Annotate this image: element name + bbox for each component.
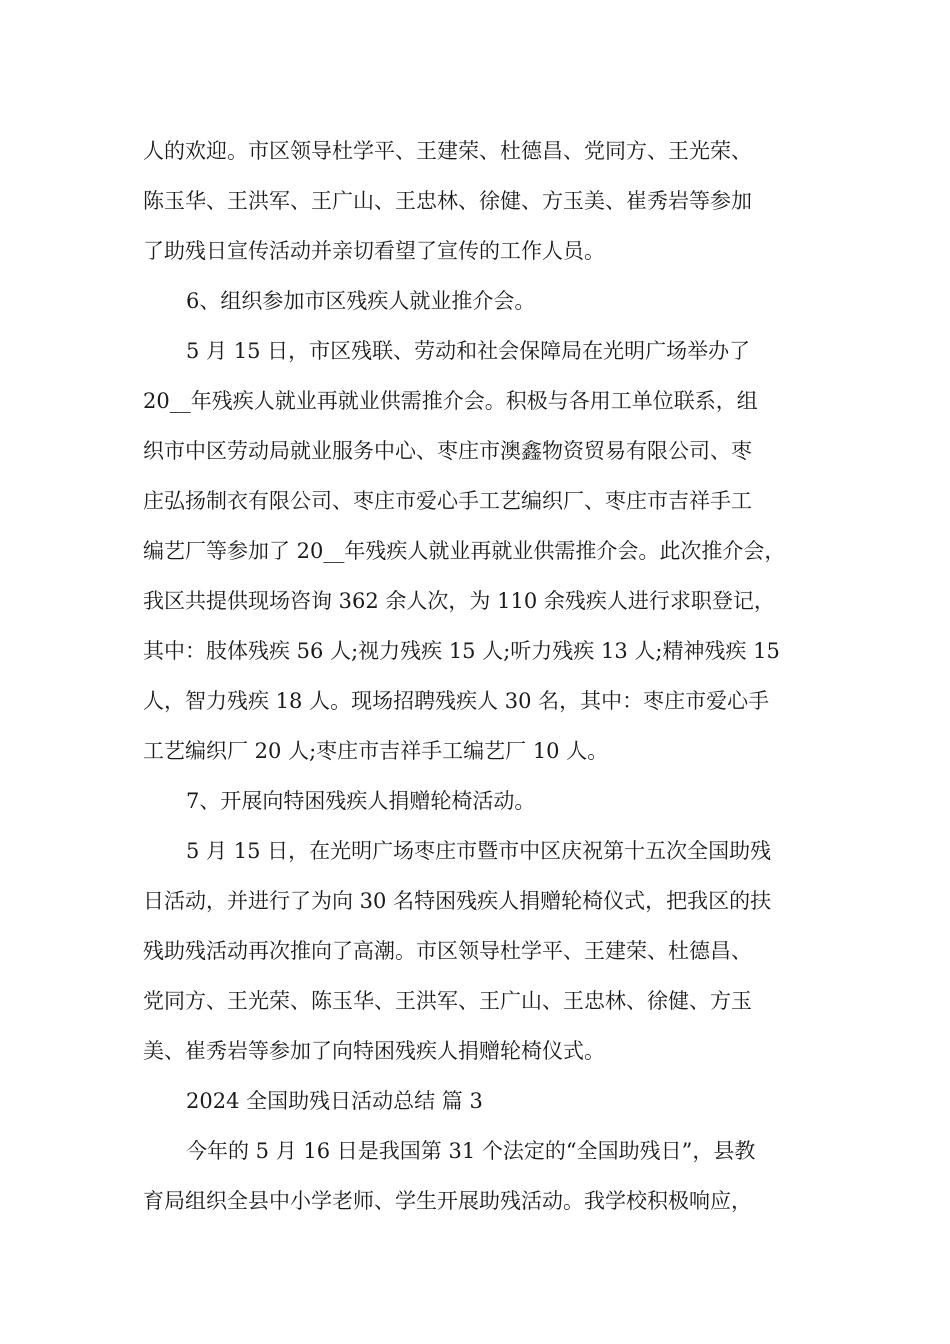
section-heading: 7、开展向特困残疾人捐赠轮椅活动。 [186,789,536,813]
body-text-line: 织市中区劳动局就业服务中心、枣庄市澳鑫物资贸易有限公司、枣 [143,439,752,463]
body-text-line: 陈玉华、王洪军、王广山、王忠林、徐健、方玉美、崔秀岩等参加 [143,189,752,213]
body-text-line: 其中：肢体残疾 56 人;视力残疾 15 人;听力残疾 13 人;精神残疾 15 [143,639,780,663]
body-text-line: 5 月 15 日，在光明广场枣庄市暨市中区庆祝第十五次全国助残 [186,839,772,863]
body-text-line: 庄弘扬制衣有限公司、枣庄市爱心手工艺编织厂、枣庄市吉祥手工 [143,489,752,513]
body-text-line: 人的欢迎。市区领导杜学平、王建荣、杜德昌、党同方、王光荣、 [143,139,752,163]
body-text-line: 残助残活动再次推向了高潮。市区领导杜学平、王建荣、杜德昌、 [143,939,752,963]
body-text-line: 我区共提供现场咨询 362 余人次，为 110 余残疾人进行求职登记， [143,589,775,613]
body-text-line: 编艺厂等参加了 20__年残疾人就业再就业供需推介会。此次推介会， [143,539,786,563]
body-text-line: 育局组织全县中小学老师、学生开展助残活动。我学校积极响应， [143,1189,752,1213]
section-heading: 6、组织参加市区残疾人就业推介会。 [186,289,536,313]
article-title: 2024 全国助残日活动总结 篇 3 [186,1089,483,1113]
body-text-line: 20__年残疾人就业再就业供需推介会。积极与各用工单位联系，组 [143,389,758,413]
body-text-line: 党同方、王光荣、陈玉华、王洪军、王广山、王忠林、徐健、方玉 [143,989,752,1013]
body-text-line: 日活动，并进行了为向 30 名特困残疾人捐赠轮椅仪式，把我区的扶 [143,889,772,913]
body-text-line: 人，智力残疾 18 人。现场招聘残疾人 30 名，其中：枣庄市爱心手 [143,689,770,713]
body-text-line: 了助残日宣传活动并亲切看望了宣传的工作人员。 [143,239,605,263]
body-text-line: 工艺编织厂 20 人;枣庄市吉祥手工编艺厂 10 人。 [143,739,609,763]
body-text-line: 今年的 5 月 16 日是我国第 31 个法定的“全国助残日”，县教 [186,1139,756,1163]
body-text-line: 美、崔秀岩等参加了向特困残疾人捐赠轮椅仪式。 [143,1039,605,1063]
body-text-line: 5 月 15 日，市区残联、劳动和社会保障局在光明广场举办了 [186,339,751,363]
